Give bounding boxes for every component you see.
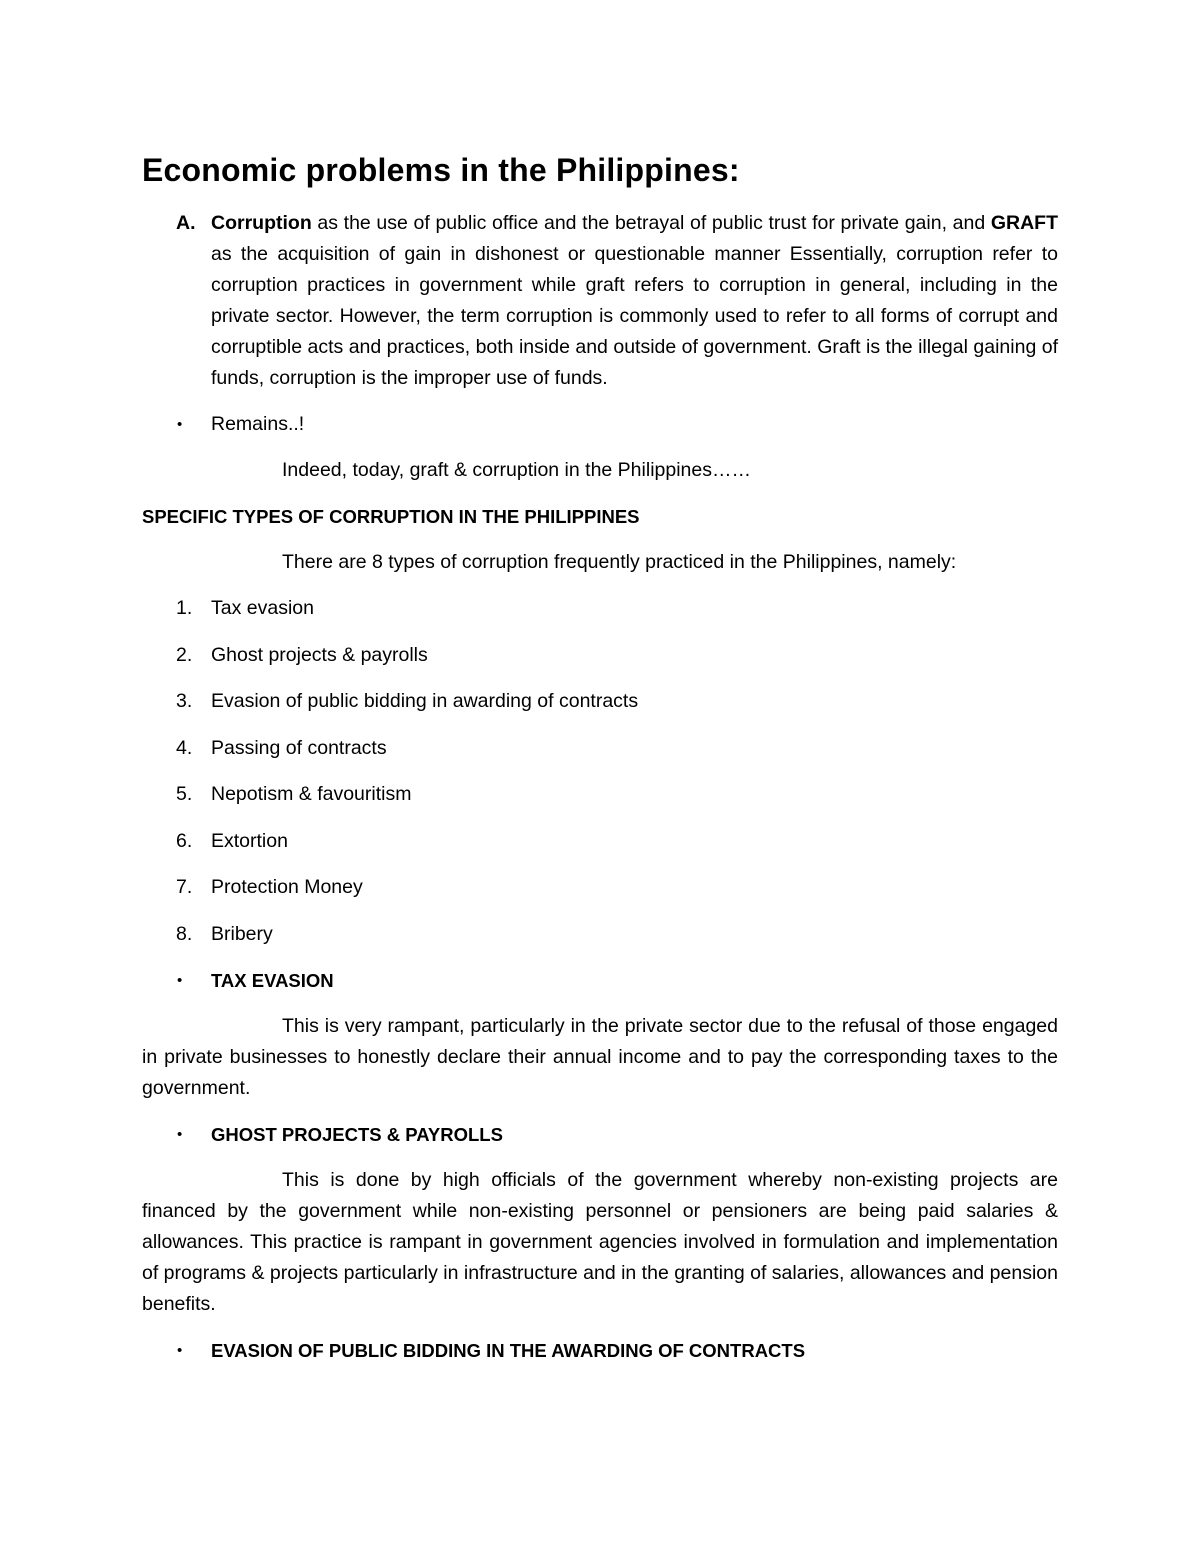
bullet-icon: • — [177, 416, 183, 433]
bullet-icon: • — [177, 1126, 183, 1143]
list-item-number: 3. — [176, 690, 193, 712]
tax-evasion-heading: TAX EVASION — [211, 970, 334, 991]
list-item — [142, 640, 1058, 671]
list-item-number: 5. — [176, 783, 193, 805]
ghost-projects-heading-item — [142, 1119, 1058, 1150]
tax-evasion-body: This is very rampant, particularly in the private sector due to the refusal of those engaged in private businesses to honestly declare their annual income and to pay the corresponding taxes to the government. — [142, 1015, 1058, 1099]
list-item-number: 2. — [176, 643, 193, 666]
list-item — [142, 919, 1058, 950]
list-item-number: 6. — [176, 829, 193, 852]
section-a-marker: A. — [176, 212, 196, 234]
page-title: Economic problems in the Philippines: — [142, 152, 740, 188]
list-item-number: 1. — [176, 597, 193, 619]
term-corruption: Corruption — [211, 212, 312, 234]
list-item-label: Bribery — [211, 922, 273, 945]
list-item-label: Extortion — [211, 829, 288, 852]
ghost-projects-heading: GHOST PROJECTS & PAYROLLS — [211, 1124, 503, 1145]
ghost-projects-body: This is done by high officials of the government whereby non-existing projects are financed by the government while non-existing personnel or pensioners are being paid salaries & allowances. This practice is rampant in government agencies involved in formulation and implementation of programs & projects particularly in infrastructure and in the granting of salaries, allowances and pension benefits. — [142, 1169, 1058, 1315]
list-item-label: Nepotism & favouritism — [211, 783, 412, 805]
list-item-number: 8. — [176, 922, 193, 945]
list-item — [142, 779, 1058, 810]
list-item-label: Ghost projects & payrolls — [211, 643, 428, 666]
types-list — [142, 593, 1058, 950]
corruption-definition: as the use of public office and the betrayal of public trust for private gain, and — [311, 212, 991, 234]
evasion-bidding-heading: EVASION OF PUBLIC BIDDING IN THE AWARDING OF CONTRACTS — [211, 1340, 806, 1361]
list-item-number: 4. — [176, 736, 193, 759]
list-item-number: 7. — [176, 876, 193, 898]
graft-definition: as the acquisition of gain in dishonest or questionable manner Essentially, corruption refer to corruption practices in government while graft refers to corruption in general, including in the private sector. However, the term corruption is commonly used to refer to all forms of corrupt and corruptible acts and practices, both inside and outside of government. Graft is the illegal gaining of funds, corruption is the improper use of funds. — [211, 243, 1058, 389]
list-item-label: Tax evasion — [211, 597, 314, 619]
indeed-line: Indeed, today, graft & corruption in the Philippines…… — [282, 459, 751, 481]
bullet-icon: • — [177, 972, 183, 989]
list-item-label: Evasion of public bidding in awarding of contracts — [211, 690, 639, 712]
list-item — [142, 593, 1058, 624]
section-a — [142, 208, 1058, 394]
evasion-bidding-heading-item — [142, 1335, 1058, 1366]
intro-line: There are 8 types of corruption frequently practiced in the Philippines, namely: — [282, 551, 957, 573]
remains-item — [142, 409, 1058, 440]
list-item — [142, 733, 1058, 764]
list-item-label: Protection Money — [211, 876, 363, 898]
document-content — [142, 150, 1058, 1381]
tax-evasion-heading-item — [142, 965, 1058, 996]
bullet-icon: • — [177, 1342, 183, 1359]
section-a-paragraph — [211, 208, 1058, 394]
list-item — [142, 686, 1058, 717]
list-item — [142, 872, 1058, 903]
specific-types-heading: SPECIFIC TYPES OF CORRUPTION IN THE PHILIPPINES — [142, 506, 640, 527]
term-graft: GRAFT — [990, 212, 1058, 234]
remains-text: Remains..! — [211, 413, 305, 435]
list-item — [142, 826, 1058, 857]
list-item-label: Passing of contracts — [211, 736, 387, 759]
